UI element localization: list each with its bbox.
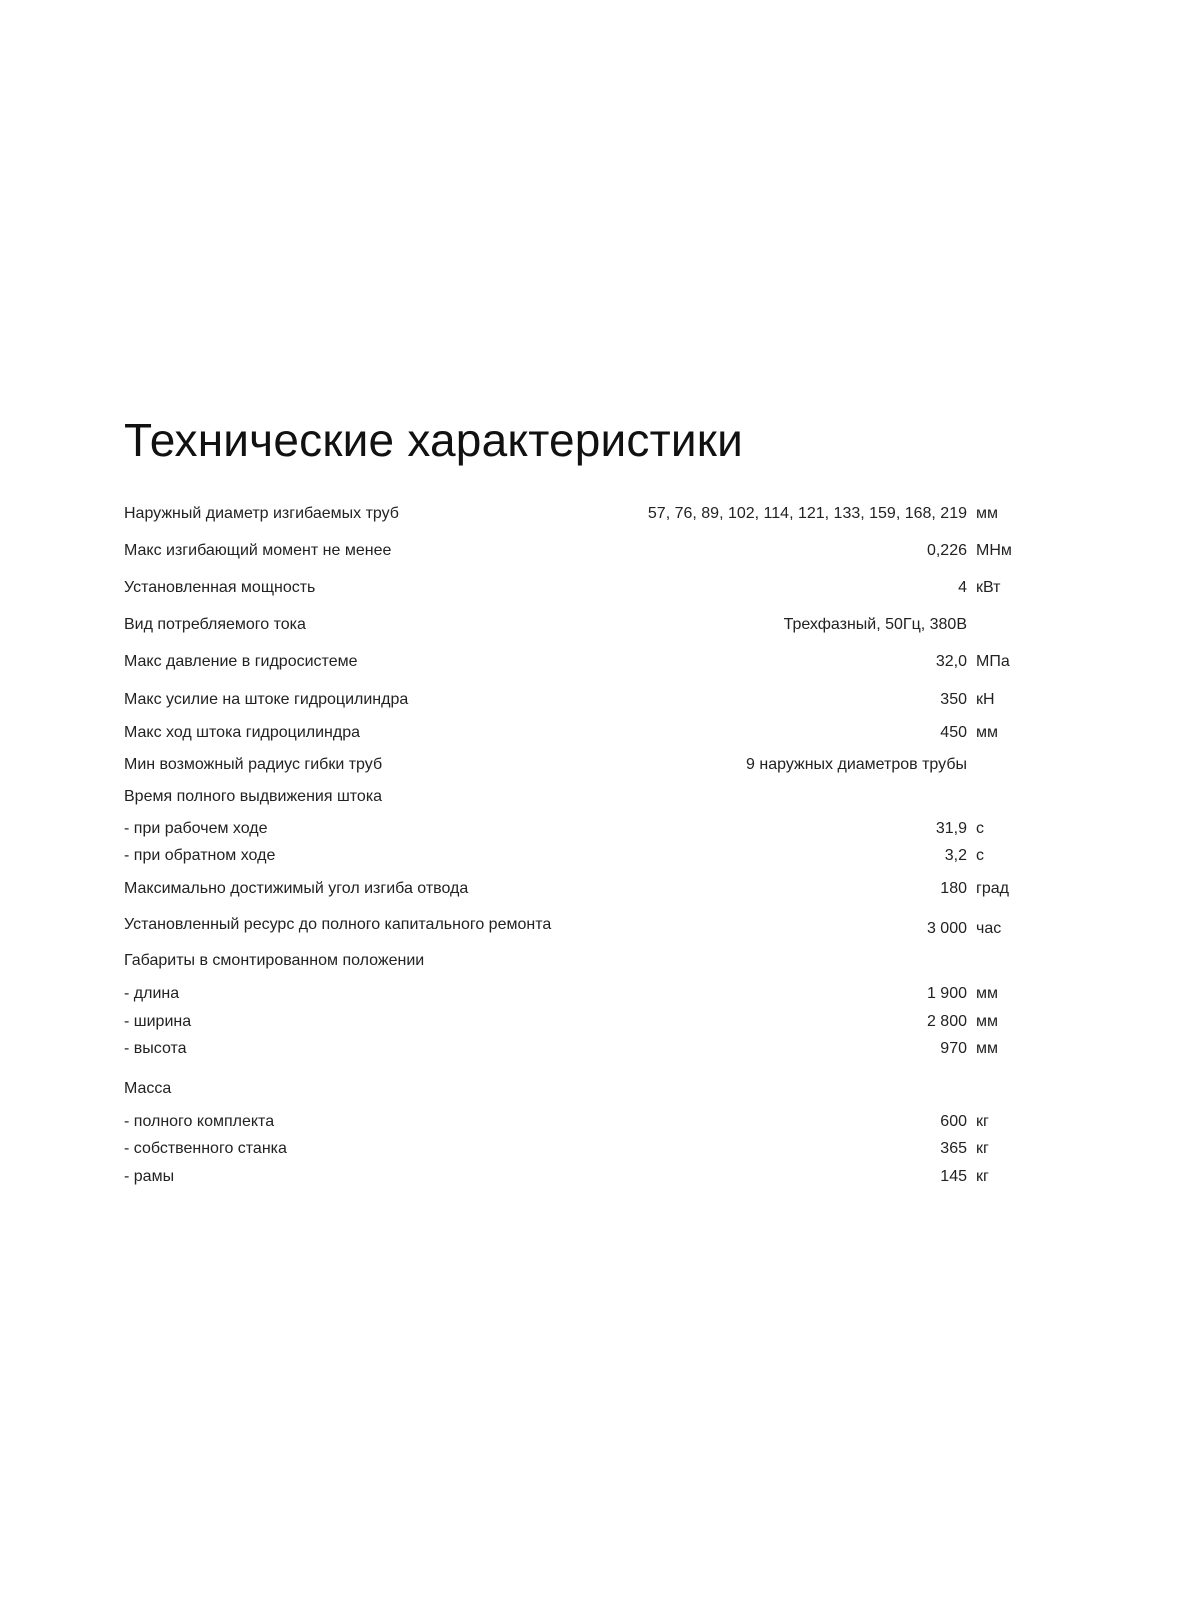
spec-row-length <box>124 983 1024 1005</box>
spec-row-full-set-mass <box>124 1111 1024 1133</box>
spec-label: Макс ход штока гидроцилиндра <box>124 724 361 741</box>
spec-row-rod-force <box>124 689 1024 711</box>
spec-unit: кН <box>976 691 995 708</box>
spec-row-width <box>124 1011 1024 1033</box>
spec-value: 180 <box>940 880 967 897</box>
spec-value: 32,0 <box>935 653 967 670</box>
spec-value: 31,9 <box>935 820 967 837</box>
spec-label: Мин возможный радиус гибки труб <box>124 756 383 773</box>
spec-label: - рамы <box>124 1168 175 1185</box>
spec-value: 3,2 <box>944 847 967 864</box>
spec-value: 1 900 <box>926 985 967 1002</box>
spec-row-bending-moment <box>124 540 1024 562</box>
spec-row-hydraulic-pressure <box>124 651 1024 673</box>
spec-row-min-radius <box>124 754 1024 776</box>
spec-value: 600 <box>940 1113 967 1130</box>
spec-label: Макс усилие на штоке гидроцилиндра <box>124 691 409 708</box>
spec-unit: с <box>976 847 984 864</box>
spec-label: Наружный диаметр изгибаемых труб <box>124 505 399 522</box>
spec-label: - длина <box>124 985 180 1002</box>
spec-value: 3 000 <box>926 920 967 937</box>
spec-label: Масса <box>124 1080 172 1097</box>
spec-unit: кг <box>976 1168 989 1185</box>
spec-label: - высота <box>124 1040 187 1057</box>
spec-value: 4 <box>958 579 967 596</box>
spec-unit: кг <box>976 1140 989 1157</box>
spec-label: - при обратном ходе <box>124 847 276 864</box>
spec-value: 2 800 <box>926 1013 967 1030</box>
spec-row-extension-time-header <box>124 786 1024 808</box>
spec-unit: мм <box>976 985 998 1002</box>
spec-value: 145 <box>940 1168 967 1185</box>
spec-label: Вид потребляемого тока <box>124 616 306 633</box>
spec-row-mass-header <box>124 1078 1024 1100</box>
spec-row-current-type <box>124 614 1024 636</box>
spec-row-max-bend-angle <box>124 878 1024 900</box>
spec-label: - полного комплекта <box>124 1113 275 1130</box>
spec-unit: МНм <box>976 542 1012 559</box>
spec-unit: мм <box>976 724 998 741</box>
spec-label: Установленный ресурс до полного капитального ремонта <box>124 916 552 933</box>
spec-row-power <box>124 577 1024 599</box>
spec-value: 9 наружных диаметров трубы <box>746 756 967 773</box>
spec-row-frame-mass <box>124 1166 1024 1188</box>
spec-label: Установленная мощность <box>124 579 316 596</box>
spec-value: 970 <box>940 1040 967 1057</box>
spec-unit: кВт <box>976 579 1001 596</box>
spec-value: Трехфазный, 50Гц, 380В <box>783 616 967 633</box>
spec-row-rod-stroke <box>124 722 1024 744</box>
spec-label: Макс давление в гидросистеме <box>124 653 358 670</box>
spec-label: Макс изгибающий момент не менее <box>124 542 392 559</box>
spec-row-machine-mass <box>124 1138 1024 1160</box>
spec-unit: мм <box>976 1040 998 1057</box>
spec-label: Максимально достижимый угол изгиба отвода <box>124 880 469 897</box>
spec-row-height <box>124 1038 1024 1060</box>
spec-label: - ширина <box>124 1013 192 1030</box>
spec-value: 350 <box>940 691 967 708</box>
spec-value: 57, 76, 89, 102, 114, 121, 133, 159, 168, 219 <box>647 505 967 522</box>
spec-row-outer-diameter <box>124 503 1024 525</box>
spec-row-service-life <box>124 914 1024 936</box>
spec-label: Габариты в смонтированном положении <box>124 952 425 969</box>
spec-value: 0,226 <box>926 542 967 559</box>
spec-value: 450 <box>940 724 967 741</box>
spec-unit: с <box>976 820 984 837</box>
spec-unit: час <box>976 920 1002 937</box>
spec-label: - собственного станка <box>124 1140 287 1157</box>
spec-row-return-stroke <box>124 845 1024 867</box>
spec-label: Время полного выдвижения штока <box>124 788 383 805</box>
page-title: Технические характеристики <box>124 414 743 466</box>
spec-unit: МПа <box>976 653 1010 670</box>
spec-unit: град <box>976 880 1009 897</box>
spec-value: 365 <box>940 1140 967 1157</box>
spec-label: - при рабочем ходе <box>124 820 268 837</box>
spec-unit: мм <box>976 505 998 522</box>
spec-row-dimensions-header <box>124 950 1024 972</box>
spec-unit: мм <box>976 1013 998 1030</box>
spec-row-working-stroke <box>124 818 1024 840</box>
spec-unit: кг <box>976 1113 989 1130</box>
